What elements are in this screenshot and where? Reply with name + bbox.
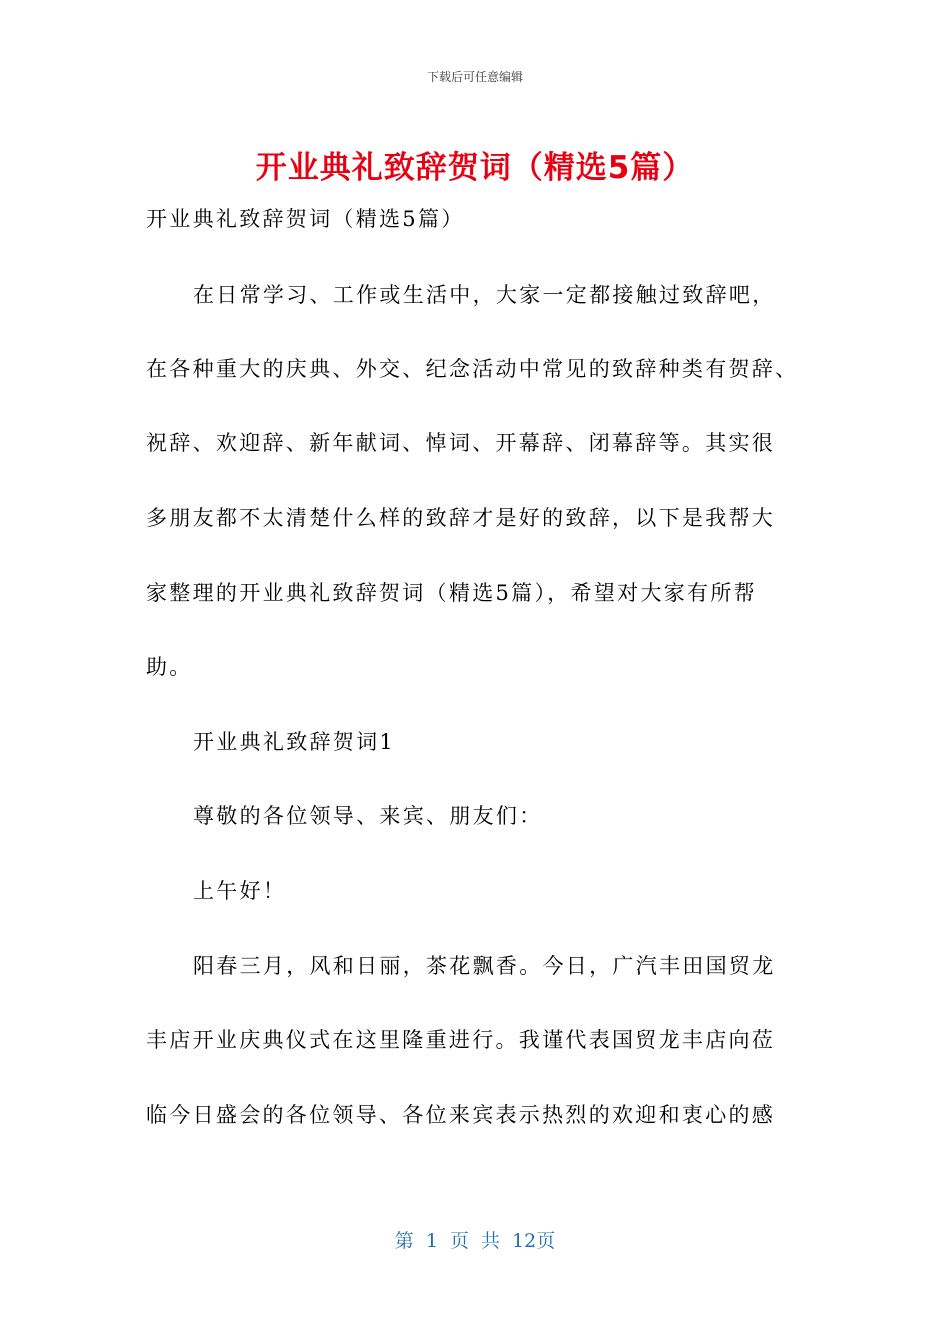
intro-line-4: 多朋友都不太清楚什么样的致辞才是好的致辞，以下是我帮大 — [146, 506, 776, 530]
greeting: 上午好！ — [193, 879, 287, 903]
header-note: 下载后可任意编辑 — [426, 70, 523, 84]
body-line-3: 临今日盛会的各位领导、各位来宾表示热烈的欢迎和衷心的感 — [146, 1103, 776, 1127]
section-heading: 开业典礼致辞贺词1 — [193, 730, 396, 754]
intro-line-2: 在各种重大的庆典、外交、纪念活动中常见的致辞种类有贺辞、 — [146, 357, 799, 381]
salutation: 尊敬的各位领导、来宾、朋友们： — [193, 804, 543, 828]
intro-line-3: 祝辞、欢迎辞、新年献词、悼词、开幕辞、闭幕辞等。其实很 — [146, 431, 776, 455]
body-line-1: 阳春三月，风和日丽，茶花飘香。今日，广汽丰田国贸龙 — [193, 954, 776, 978]
intro-line-1: 在日常学习、工作或生活中，大家一定都接触过致辞吧， — [193, 283, 776, 307]
intro-line-6: 助。 — [146, 655, 193, 679]
intro-line-5: 家整理的开业典礼致辞贺词（精选5篇），希望对大家有所帮 — [146, 581, 757, 605]
body-line-2: 丰店开业庆典仪式在这里隆重进行。我谨代表国贸龙丰店向莅 — [146, 1028, 776, 1052]
subtitle: 开业典礼致辞贺词（精选5篇） — [146, 207, 465, 231]
document-title: 开业典礼致辞贺词（精选5篇） — [255, 150, 695, 186]
page-footer: 第 1 页 共 12页 — [394, 1230, 556, 1252]
